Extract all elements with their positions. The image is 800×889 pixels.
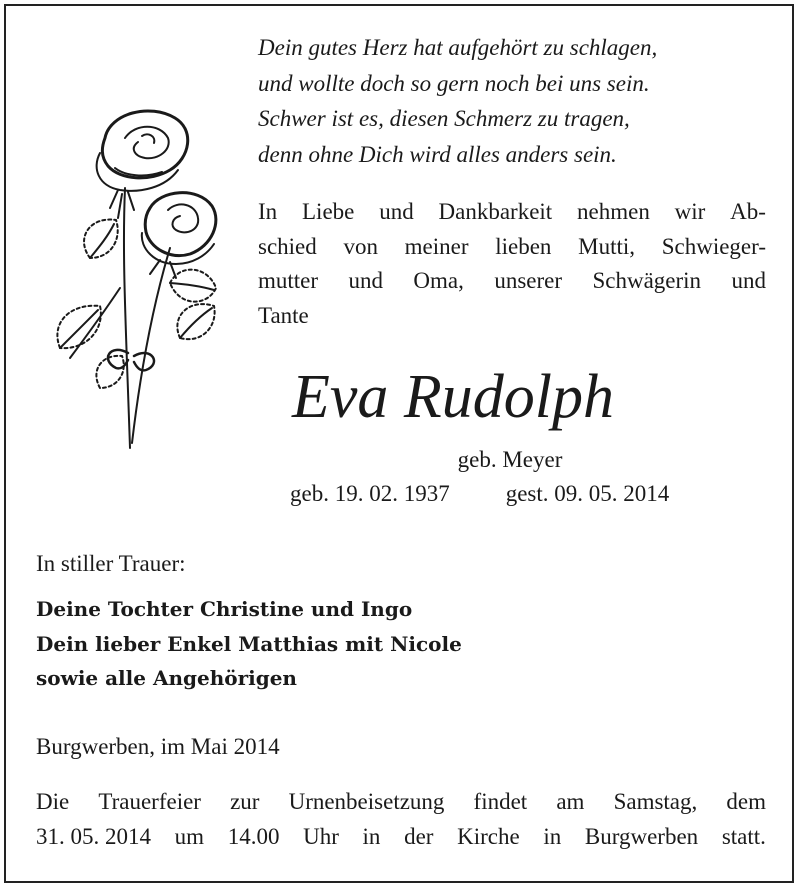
- word: zur: [230, 789, 260, 814]
- word: Oma,: [413, 268, 464, 293]
- word: in: [543, 823, 562, 849]
- word: und: [348, 268, 383, 293]
- memorial-poem: [258, 30, 657, 172]
- farewell-line: [258, 299, 766, 334]
- poem-line: und wollte doch so gern noch bei uns sein.: [258, 70, 650, 96]
- word: Tante: [258, 302, 309, 328]
- word: 14.00: [227, 823, 280, 849]
- farewell-line: [258, 264, 766, 299]
- mourner-line: Dein lieber Enkel Matthias mit Nicole: [36, 631, 462, 656]
- life-dates: [290, 479, 669, 509]
- service-line: [36, 820, 766, 855]
- word: Die: [36, 789, 70, 814]
- mourners-list: [36, 592, 462, 696]
- word: statt.: [721, 823, 766, 849]
- word: In: [258, 199, 278, 224]
- mourner-line: sowie alle Angehörigen: [36, 666, 297, 690]
- farewell-line: [258, 230, 766, 265]
- word: Mutti,: [578, 233, 636, 259]
- word: und: [379, 199, 414, 224]
- word: unserer: [494, 268, 563, 293]
- word: findet: [473, 789, 528, 814]
- service-line: [36, 785, 766, 820]
- word: Liebe: [302, 199, 355, 224]
- place-date: Burgwerben, im Mai 2014: [36, 734, 280, 759]
- word: schied: [258, 233, 317, 259]
- farewell-line: [258, 195, 766, 230]
- poem-line: Schwer ist es, diesen Schmerz zu tragen,: [258, 106, 630, 131]
- word: in: [362, 823, 381, 849]
- word: von: [343, 233, 378, 259]
- word: um: [174, 823, 205, 849]
- service-info: [36, 785, 766, 854]
- mourning-label: In stiller Trauer:: [36, 551, 186, 576]
- word: Kirche: [457, 823, 520, 849]
- word: Burgwerben: [584, 823, 699, 849]
- word: lieben: [495, 233, 552, 259]
- word: 31. 05. 2014: [36, 823, 151, 849]
- death-date: gest. 09. 05. 2014: [505, 481, 670, 506]
- maiden-name: geb. Meyer: [457, 447, 563, 472]
- word: dem: [726, 789, 766, 814]
- word: Schwieger-: [661, 233, 766, 259]
- word: nehmen: [577, 199, 650, 224]
- word: und: [731, 268, 766, 293]
- poem-line: Dein gutes Herz hat aufgehört zu schlagen,: [258, 35, 658, 60]
- word: mutter: [258, 268, 319, 293]
- poem-line: denn ohne Dich wird alles anders sein.: [258, 141, 617, 167]
- word: Urnenbeisetzung: [288, 789, 445, 814]
- word: Schwägerin: [592, 268, 702, 293]
- word: Samstag,: [613, 789, 698, 814]
- birth-date: geb. 19. 02. 1937: [290, 481, 450, 506]
- deceased-name: Eva Rudolph: [292, 363, 614, 431]
- word: wir: [674, 199, 706, 224]
- mourner-line: Deine Tochter Christine und Ingo: [36, 597, 413, 621]
- word: der: [404, 823, 434, 849]
- word: meiner: [404, 233, 469, 259]
- farewell-text: [258, 195, 766, 333]
- word: Dankbarkeit: [438, 199, 553, 224]
- word: Uhr: [303, 823, 339, 849]
- word: am: [556, 789, 585, 814]
- word: Ab-: [730, 199, 766, 224]
- word: Trauerfeier: [98, 789, 201, 814]
